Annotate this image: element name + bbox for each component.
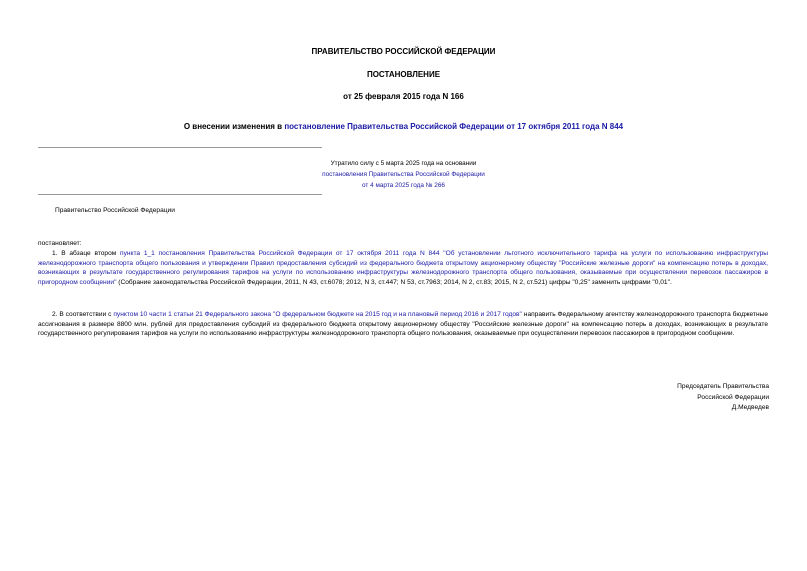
signature-name: Д.Медведев <box>731 404 769 411</box>
bottom-divider <box>38 194 322 195</box>
paragraph-2-prefix: 2. В соответствии с <box>52 311 114 318</box>
paragraph-2-suffix: направить Федеральному агентству железнодорожного транспорта бюджетные ассигнования в размере 8800 млн. рублей для предоставления субсидий из федерального бюджета открытому акционерному обществу "Российские железные дороги" на компенсацию потерь в доходах, возникающих в результате государственного регулирования тарифов на услуги по использованию инфраструктуры железнодорожного транспорта общего пользования, оказываемые при осуществлении перевозок пассажиров в пригородном сообщении. <box>38 311 768 337</box>
signature-org: Российской Федерации <box>697 393 769 401</box>
signature-title: Председатель Правительства <box>677 383 769 390</box>
status-note <box>0 158 807 191</box>
paragraph-1-prefix: 1. В абзаце втором <box>52 250 121 257</box>
paragraph-2 <box>38 310 768 339</box>
status-note-link-1[interactable]: постановления Правительства Российской Федерации <box>322 171 485 178</box>
paragraph-2-link[interactable]: пунктом 10 части 1 статьи 21 Федерального закона "О федеральном бюджете на 2015 год и на плановый период 2016 и 2017 годов" <box>113 311 522 318</box>
top-divider <box>38 147 322 148</box>
decrees-text: постановляет: <box>38 240 82 247</box>
document-type-heading: ПОСТАНОВЛЕНИЕ <box>366 70 441 79</box>
document-date-number: от 25 февраля 2015 года N 166 <box>343 92 464 101</box>
document-title <box>0 122 807 131</box>
issuer-text: Правительство Российской Федерации <box>55 207 175 214</box>
signature-block <box>677 382 769 414</box>
paragraph-1 <box>38 249 768 287</box>
status-note-link-2[interactable]: от 4 марта 2025 года № 266 <box>362 182 445 189</box>
paragraph-1-suffix: (Собрание законодательства Российской Федерации, 2011, N 43, ст.6078; 2012, N 3, ст.447; N 53, ст.7963; 2014, N 2, ст.83; 2015, N 2, ст.521) цифры "0,25" заменить цифрами "0,01". <box>116 278 672 286</box>
status-note-text: Утратило силу с 5 марта 2025 года на основании <box>330 160 477 167</box>
government-heading: ПРАВИТЕЛЬСТВО РОССИЙСКОЙ ФЕДЕРАЦИИ <box>311 47 496 56</box>
paragraph-1-link[interactable]: пункта 1_1 постановления Правительства Российской Федерации от 17 октября 2011 года N 844 "Об установлении льготного исключительного тарифа на услуги по использованию инфраструктуры железнодорожного транспорта общего пользования и утверждении Правил предоставления субсидий из федерального бюджета открытому акционерному обществу "Российские железные дороги" на компенсацию потерь в доходах, возникающих в результате государственного регулирования тарифов на услуги по использованию инфраструктуры железнодорожного транспорта общего пользования, оказываемые при осуществлении перевозок пассажиров в пригородном сообщении" <box>38 250 768 286</box>
document-title-link[interactable]: постановление Правительства Российской Федерации от 17 октября 2011 года N 844 <box>284 122 624 131</box>
document-title-text: О внесении изменения в <box>183 122 285 131</box>
